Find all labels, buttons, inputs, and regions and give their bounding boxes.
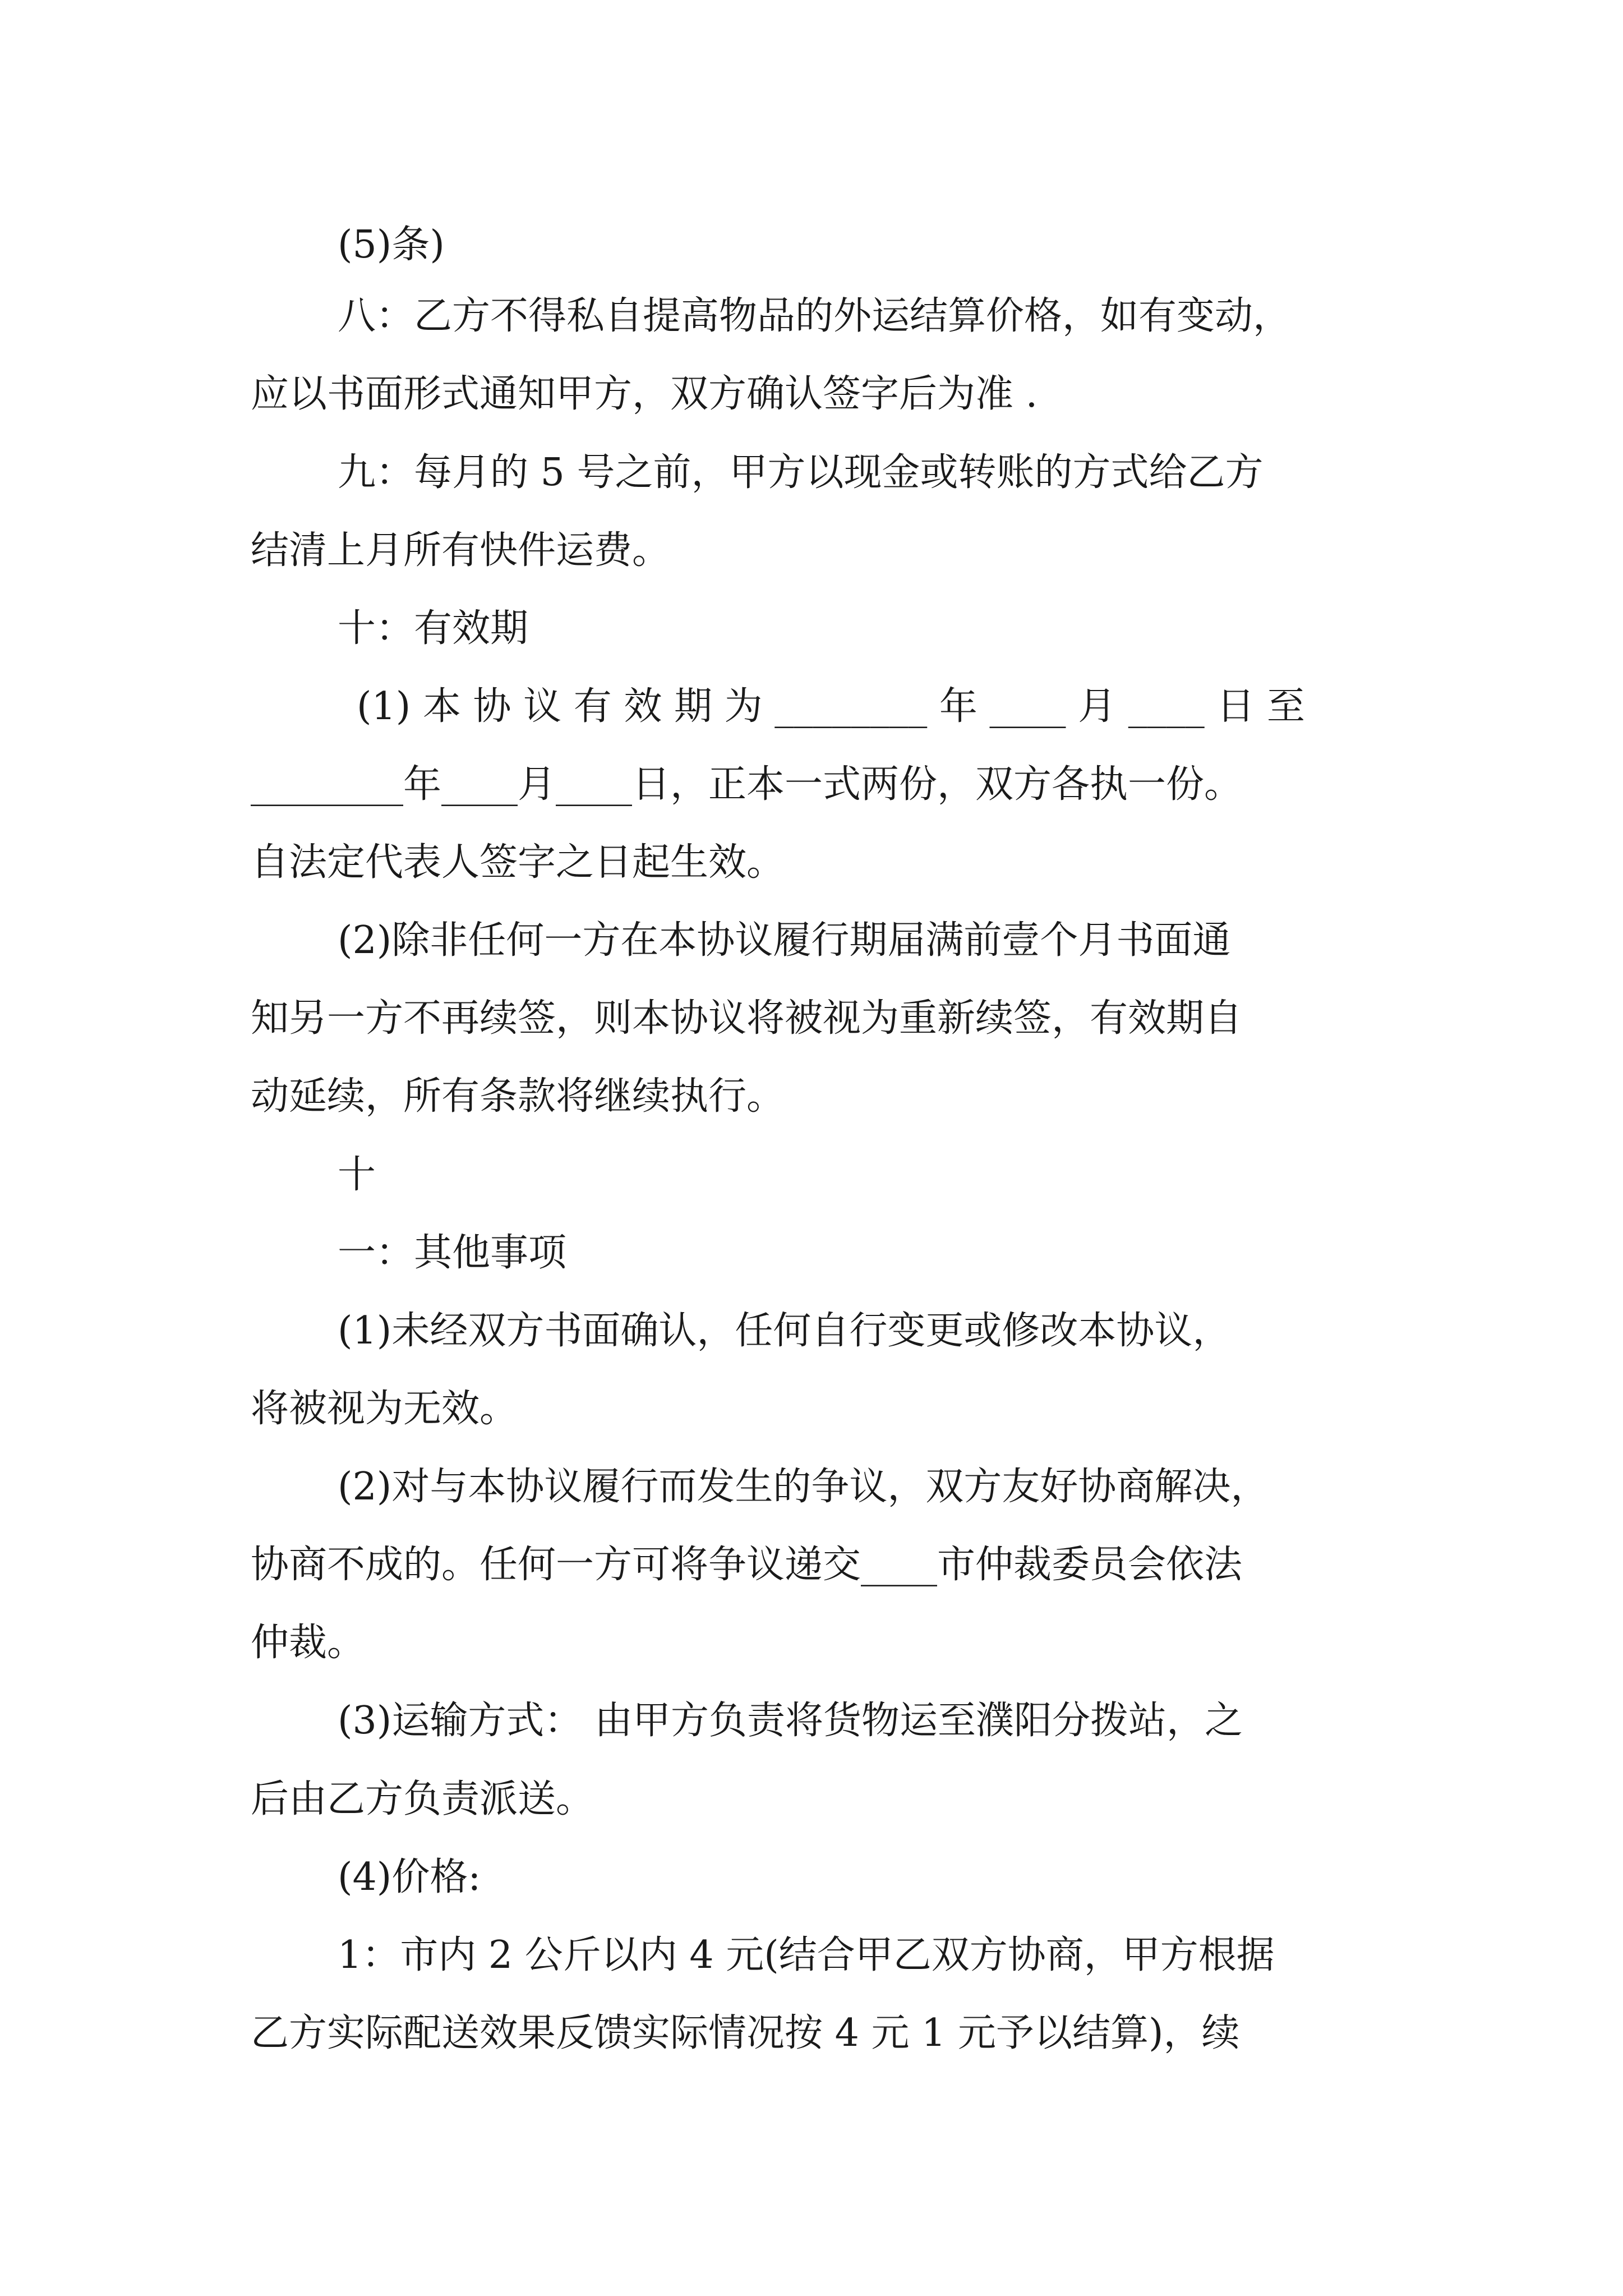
text-line: 动延续，所有条款将继续执行。 [251,1074,785,1119]
text-line: 后由乙方负责派送。 [251,1777,594,1821]
section-heading: 十 [338,1153,376,1197]
text-line: 八：乙方不得私自提高物品的外运结算价格，如有变动， [338,294,1292,338]
text-line: (1)未经双方书面确认，任何自行变更或修改本协议， [338,1309,1231,1353]
text-line: 九：每月的 5 号之前，甲方以现金或转账的方式给乙方 [338,450,1264,495]
text-line: 知另一方不再续签，则本协议将被视为重新续签，有效期自 [251,996,1243,1041]
text-line: 将被视为无效。 [251,1387,518,1431]
text-line: 自法定代表人签字之日起生效。 [251,840,785,885]
text-line: (1) 本 协 议 有 效 期 为 ________ 年 ____ 月 ____ 日 至 [357,684,1305,729]
text-line: 1：市内 2 公斤以内 4 元(结合甲乙双方协商，甲方根据 [338,1933,1275,1977]
text-line: (4)价格: [338,1855,481,1899]
text-line: 结清上月所有快件运费。 [251,528,671,573]
text-line: 仲裁。 [251,1621,366,1665]
text-line: 协商不成的。任何一方可将争议递交____市仲裁委员会依法 [251,1543,1243,1587]
text-line: (3)运输方式： 由甲方负责将货物运至濮阳分拨站，之 [338,1699,1243,1743]
text-line: ________年____月____日，正本一式两份，双方各执一份。 [251,762,1243,807]
section-heading: 一：其他事项 [338,1231,567,1275]
text-line: (2)对与本协议履行而发生的争议，双方友好协商解决， [338,1465,1269,1509]
text-line: (2)除非任何一方在本协议履行期届满前壹个月书面通 [338,918,1231,963]
section-heading: 十：有效期 [338,606,529,651]
text-line: (5)条) [338,223,445,267]
text-line: 应以书面形式通知甲方，双方确认签字后为准 . [251,372,1038,416]
text-line: 乙方实际配送效果反馈实际情况按 4 元 1 元予以结算)，续 [251,2011,1240,2055]
